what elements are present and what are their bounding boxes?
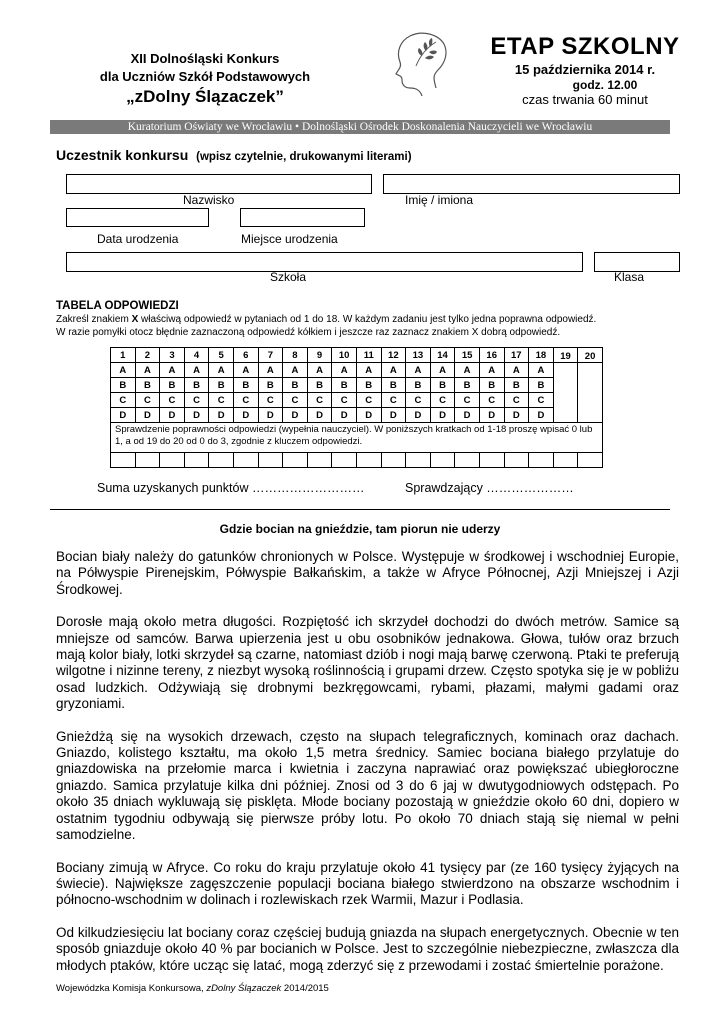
answer-option-cell[interactable]: B [332,378,357,393]
contest-title-line3: „zDolny Ślązaczek” [126,87,284,106]
contest-title-line1: XII Dolnośląski Konkurs [130,51,280,66]
answer-option-cell[interactable]: B [233,378,258,393]
firstname-label: Imię / imiona [405,193,474,207]
answer-option-cell[interactable]: C [307,393,332,408]
question-number-cell: 18 [529,348,554,363]
organizer-banner: Kuratorium Oświaty we Wrocławiu • Dolnośląski Ośrodek Doskonalenia Nauczycieli we Wrocławiu [50,120,670,134]
score-cell[interactable] [479,453,504,468]
stage-title: ETAP SZKOLNY [490,33,680,60]
answer-option-cell[interactable]: C [479,393,504,408]
score-cell[interactable] [356,453,381,468]
question-number-cell: 9 [307,348,332,363]
score-row [111,453,603,468]
answer-option-cell[interactable]: C [455,393,480,408]
score-cell[interactable] [233,453,258,468]
story-paragraph: Gnieżdżą się na wysokich drzewach, często na słupach telegraficznych, kominach oraz dachach. Gniazdo, kolistego kształtu, ma około 1,5 metra średnicy. Samiec bociana białego przylatuje do gniazdowiska na przełomie marca i kwietnia i zaczyna naprawiać oraz powiększać ubiegłoroczne gniazdo. Samica przylatuje kilka dni później. Znosi od 3 do 6 jaj w dwutygodniowych odstępach. Po około 35 dniach wykluwają się pisklęta. Młode bociany pozostają w gnieździe około 60 dni, dopiero w ostatnim tygodniu odbywają się pierwsze próby lotu. Po około 70 dniach stają się niemal w pełni samodzielne. [56,728,679,843]
score-cell[interactable] [529,453,554,468]
answer-option-cell[interactable]: C [332,393,357,408]
answer-option-cell[interactable]: C [356,393,381,408]
answer-option-cell[interactable]: C [381,393,406,408]
question-number-cell: 10 [332,348,357,363]
answer-option-cell[interactable]: A [504,363,529,378]
answer-option-cell[interactable]: A [160,363,185,378]
answer-option-cell[interactable]: A [455,363,480,378]
footer-suffix: 2014/2015 [281,983,329,994]
question-number-cell: 19 [553,348,578,363]
birthplace-field[interactable] [240,208,365,227]
score-cell[interactable] [307,453,332,468]
answer-option-cell[interactable]: D [332,408,357,423]
school-label: Szkoła [270,270,307,284]
score-cell[interactable] [553,453,578,468]
answer-option-cell[interactable]: A [135,363,160,378]
birthdate-label: Data urodzenia [97,232,179,246]
answer-option-cell[interactable]: D [307,408,332,423]
score-cell[interactable] [135,453,160,468]
score-cell[interactable] [455,453,480,468]
story-paragraph: Dorosłe mają około metra długości. Rozpiętość ich skrzydeł dochodzi do dwóch metrów. Samice są mniejsze od samców. Barwa upierzenia jest u obu osobników jednakowa. Głowa, tułów oraz brzuch mają kolor biały, lotki skrzydeł są czarne, natomiast dziób i nogi mają barwę czerwoną. Ptaki te preferują wilgotne i nizinne tereny, z niezbyt wysoką roślinnością i grupami drzew. Często spotyka się je w pobliżu osad ludzkich. Odżywiają się drobnymi bezkręgowcami, rybami, płazami, małymi gadami oraz gryzoniami. [56,614,679,712]
score-cell[interactable] [578,453,603,468]
exam-time: godz. 12.00 [572,78,638,92]
question-number-cell: 6 [233,348,258,363]
answer-option-cell[interactable]: A [258,363,283,378]
score-cell[interactable] [283,453,308,468]
score-cell[interactable] [430,453,455,468]
surname-label: Nazwisko [183,193,235,207]
question-number-cell: 16 [479,348,504,363]
answer-option-cell[interactable]: A [184,363,209,378]
answer-option-cell[interactable]: B [381,378,406,393]
story-text [56,549,679,990]
score-cell[interactable] [111,453,136,468]
question-number-cell: 1 [111,348,136,363]
answer-option-cell[interactable]: B [283,378,308,393]
answer-option-cell[interactable]: D [406,408,431,423]
answer-option-cell[interactable]: C [135,393,160,408]
question-number-cell: 14 [430,348,455,363]
answer-option-cell[interactable]: C [406,393,431,408]
answer-option-cell[interactable]: D [135,408,160,423]
question-number-cell: 2 [135,348,160,363]
answer-option-cell[interactable]: D [111,408,136,423]
answer-option-cell[interactable]: A [529,363,554,378]
answer-option-cell[interactable]: B [455,378,480,393]
answer-number-row [111,348,603,363]
answer-option-cell[interactable]: B [529,378,554,393]
class-field[interactable] [594,252,680,272]
participant-heading [56,147,412,163]
participant-subtitle: (wpisz czytelnie, drukowanymi literami) [196,151,412,163]
answer-option-cell[interactable]: B [111,378,136,393]
question-number-cell: 11 [356,348,381,363]
open-answer-cell[interactable] [578,363,603,423]
answer-option-cell[interactable]: C [529,393,554,408]
answer-option-cell[interactable]: B [209,378,234,393]
question-number-cell: 12 [381,348,406,363]
answer-option-cell[interactable]: C [258,393,283,408]
score-cell[interactable] [160,453,185,468]
verification-note-row [111,423,603,453]
answer-option-cell[interactable]: C [160,393,185,408]
answer-option-cell[interactable]: B [504,378,529,393]
answer-option-cell[interactable]: D [356,408,381,423]
answer-option-cell[interactable]: A [356,363,381,378]
answer-option-cell[interactable]: A [233,363,258,378]
answer-option-cell[interactable]: A [307,363,332,378]
answer-option-cell[interactable]: C [283,393,308,408]
answer-option-cell[interactable]: C [184,393,209,408]
answer-option-cell[interactable]: A [381,363,406,378]
answer-option-cell[interactable]: A [111,363,136,378]
checker-signature: Sprawdzający ………………… [405,481,574,495]
score-cell[interactable] [332,453,357,468]
answer-option-cell[interactable]: B [258,378,283,393]
answer-table [110,347,603,468]
exam-date: 15 października 2014 r. [514,62,656,77]
answer-option-cell[interactable]: B [307,378,332,393]
question-number-cell: 4 [184,348,209,363]
instruction-x-mark: X [131,314,139,325]
participant-title: Uczestnik konkursu [56,147,189,163]
answer-option-cell[interactable]: C [430,393,455,408]
answer-table-title: TABELA ODPOWIEDZI [56,300,179,312]
points-sum: Suma uzyskanych punktów ……………………… [97,481,365,495]
score-cell[interactable] [258,453,283,468]
answer-option-cell[interactable]: D [160,408,185,423]
answer-option-cell[interactable]: D [283,408,308,423]
answer-option-cell[interactable]: A [406,363,431,378]
verification-note: Sprawdzenie poprawności odpowiedzi (wypełnia nauczyciel). W poniższych kratkach od 1-18 proszę wpisać 0 lub 1, a od 19 do 20 od 0 do 3, zgodnie z kluczem odpowiedzi. [111,423,603,453]
instruction-part2: właściwą odpowiedź w pytaniach od 1 do 18. W każdym zadaniu jest tylko jedna poprawna odpowiedź. [138,314,597,325]
instruction-part1: Zakreśl znakiem [56,314,132,325]
class-label: Klasa [614,270,645,284]
footer [56,983,329,994]
answer-option-cell[interactable]: D [258,408,283,423]
question-number-cell: 3 [160,348,185,363]
answer-option-cell[interactable]: C [111,393,136,408]
section-divider [50,509,670,510]
answer-option-cell[interactable]: C [504,393,529,408]
contest-title [60,50,350,108]
exam-duration: czas trwania 60 minut [522,92,648,107]
question-number-cell: 13 [406,348,431,363]
story-paragraph: Od kilkudziesięciu lat bociany coraz częściej budują gniazda na słupach energetycznych. Obecnie w ten sposób gniazduje około 40 % par bocianich w Polsce. Jest to szczególnie niebezpieczne, zwłaszcza dla młodych ptaków, które ucząc się latać, mogą zderzyć się z przewodami i zostać śmiertelnie porażone. [56,924,679,973]
answer-option-cell[interactable]: A [209,363,234,378]
answer-option-row [111,393,603,408]
story-title: Gdzie bocian na gnieździe, tam piorun nie uderzy [219,522,501,536]
answer-option-cell[interactable]: B [406,378,431,393]
answer-option-cell[interactable]: B [430,378,455,393]
answer-option-cell[interactable]: B [479,378,504,393]
surname-field[interactable] [66,174,372,194]
answer-option-cell[interactable]: B [160,378,185,393]
question-number-cell: 17 [504,348,529,363]
answer-option-cell[interactable]: D [381,408,406,423]
instruction-line1 [56,313,676,326]
footer-prefix: Wojewódzka Komisja Konkursowa, [56,983,207,994]
answer-option-cell[interactable]: D [504,408,529,423]
question-number-cell: 8 [283,348,308,363]
answer-option-row [111,408,603,423]
answer-option-cell[interactable]: A [332,363,357,378]
answer-option-cell[interactable]: A [479,363,504,378]
answer-option-cell[interactable]: B [356,378,381,393]
footer-italic: zDolny Ślązaczek [206,983,282,994]
answer-instructions [56,313,676,339]
answer-option-cell[interactable]: B [184,378,209,393]
answer-option-cell[interactable]: A [430,363,455,378]
answer-option-cell[interactable]: D [209,408,234,423]
answer-option-row [111,378,603,393]
birthplace-label: Miejsce urodzenia [241,232,338,246]
answer-option-cell[interactable]: D [430,408,455,423]
story-paragraph: Bociany zimują w Afryce. Co roku do kraju przylatuje około 41 tysięcy par (ze 160 tysięcy żyjących na świecie). Największe zagęszczenie populacji bociana białego stwierdzono na obszarze wschodnim i północno-wschodnim w dolinach i rozlewiskach rzek Warmii, Mazur i Podlasia. [56,859,679,908]
head-with-leaf-logo [392,28,456,98]
answer-option-cell[interactable]: D [455,408,480,423]
score-cell[interactable] [209,453,234,468]
answer-option-cell[interactable]: A [283,363,308,378]
score-cell[interactable] [504,453,529,468]
open-answer-cell[interactable] [553,363,578,423]
question-number-cell: 15 [455,348,480,363]
answer-option-cell[interactable]: C [209,393,234,408]
question-number-cell: 20 [578,348,603,363]
score-cell[interactable] [381,453,406,468]
score-cell[interactable] [184,453,209,468]
story-paragraph: Bocian biały należy do gatunków chronionych w Polsce. Występuje w środkowej i wschodniej Europie, na Półwyspie Pirenejskim, Półwyspie Bałkańskim, a także w Afryce Północnej, Azji Mniejszej i Azji Środkowej. [56,549,679,597]
school-field[interactable] [66,252,583,272]
stage-info [470,32,700,108]
firstname-field[interactable] [383,174,680,194]
answer-option-cell[interactable]: D [529,408,554,423]
birthdate-field[interactable] [66,208,209,227]
answer-option-cell[interactable]: C [233,393,258,408]
answer-option-cell[interactable]: D [233,408,258,423]
answer-option-cell[interactable]: B [135,378,160,393]
question-number-cell: 5 [209,348,234,363]
score-cell[interactable] [406,453,431,468]
instruction-line2: W razie pomyłki otocz błędnie zaznaczoną odpowiedź kółkiem i jeszcze raz zaznacz znakiem X dobrą odpowiedź. [56,327,561,338]
question-number-cell: 7 [258,348,283,363]
contest-title-line2: dla Uczniów Szkół Podstawowych [99,69,311,84]
answer-option-cell[interactable]: D [184,408,209,423]
answer-option-cell[interactable]: D [479,408,504,423]
answer-option-row [111,363,603,378]
